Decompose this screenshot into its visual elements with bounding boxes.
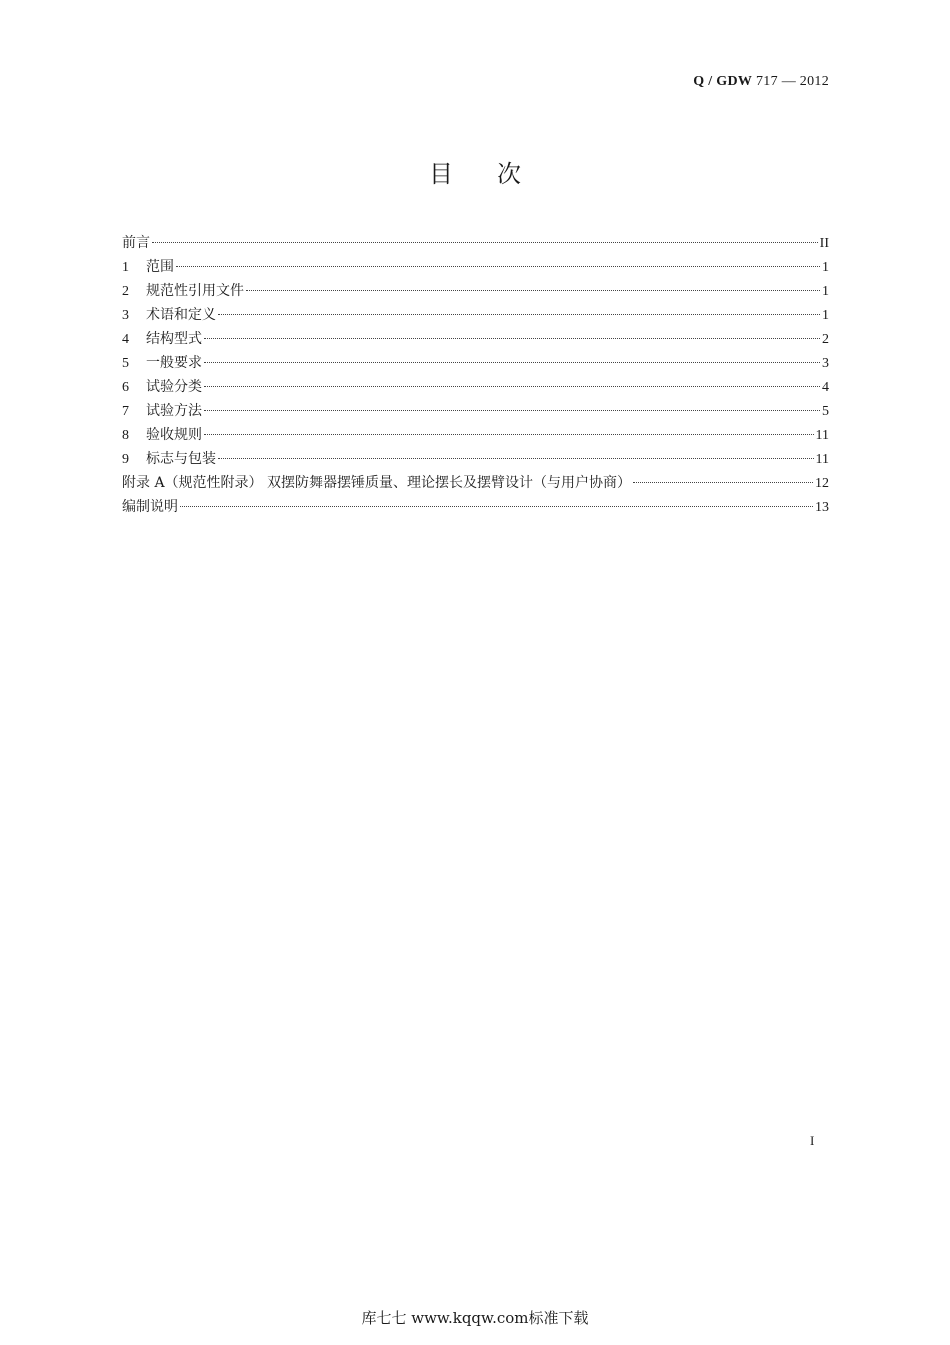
dot-leader xyxy=(218,458,814,459)
dot-leader xyxy=(204,410,820,411)
dot-leader xyxy=(246,290,820,291)
toc-page: 11 xyxy=(815,428,829,443)
toc-entry-test-classification[interactable] xyxy=(122,375,829,399)
toc-entry-test-methods[interactable] xyxy=(122,399,829,423)
toc-number: 8 xyxy=(122,428,129,443)
toc-label: 验收规则 xyxy=(146,427,202,443)
toc-number: 1 xyxy=(122,260,129,275)
dot-leader xyxy=(633,482,813,483)
toc-entry-appendix-a[interactable] xyxy=(122,471,829,495)
page-title: 目次 xyxy=(429,160,565,188)
toc-number: 5 xyxy=(122,356,129,371)
download-watermark-footer: 库七七 www.kqqw.com标准下载 xyxy=(361,1309,589,1327)
toc-label: 术语和定义 xyxy=(146,307,216,323)
toc-page: 1 xyxy=(822,260,829,275)
toc-number: 6 xyxy=(122,380,129,395)
toc-label: 编制说明 xyxy=(122,499,178,515)
toc-entry-scope[interactable] xyxy=(122,255,829,279)
toc-label: 范围 xyxy=(146,259,174,275)
dot-leader xyxy=(176,266,820,267)
toc-page: 11 xyxy=(815,452,829,467)
toc-entry-structure[interactable] xyxy=(122,327,829,351)
dot-leader xyxy=(204,362,820,363)
toc-page: 2 xyxy=(822,332,829,347)
standard-number: 717 — 2012 xyxy=(756,74,829,89)
toc-entry-normative-references[interactable] xyxy=(122,279,829,303)
standard-code: Q / GDW xyxy=(693,74,753,89)
toc-entry-general-requirements[interactable] xyxy=(122,351,829,375)
toc-page: 1 xyxy=(822,284,829,299)
toc-label: 规范性引用文件 xyxy=(146,283,244,299)
dot-leader xyxy=(204,434,814,435)
toc-page: 1 xyxy=(822,308,829,323)
toc-page: 5 xyxy=(822,404,829,419)
dot-leader xyxy=(218,314,820,315)
toc-entry-acceptance-rules[interactable] xyxy=(122,423,829,447)
toc-page: 12 xyxy=(815,476,829,491)
toc-number: 4 xyxy=(122,332,129,347)
toc-number: 3 xyxy=(122,308,129,323)
toc-page: 13 xyxy=(815,500,829,515)
page-number: I xyxy=(810,1133,815,1148)
toc-label: 一般要求 xyxy=(146,355,202,371)
table-of-contents xyxy=(122,231,829,519)
toc-number: 7 xyxy=(122,404,129,419)
toc-entry-compilation-notes[interactable] xyxy=(122,495,829,519)
toc-entry-preface[interactable] xyxy=(122,231,829,255)
toc-page: 3 xyxy=(822,356,829,371)
dot-leader xyxy=(204,386,820,387)
toc-number: 9 xyxy=(122,452,129,467)
dot-leader xyxy=(152,242,818,243)
toc-page: II xyxy=(819,236,829,251)
toc-label: 附录 A（规范性附录） 双摆防舞器摆锤质量、理论摆长及摆臂设计（与用户协商） xyxy=(122,475,632,491)
toc-entry-terms[interactable] xyxy=(122,303,829,327)
dot-leader xyxy=(204,338,820,339)
toc-number: 2 xyxy=(122,284,129,299)
toc-label: 标志与包装 xyxy=(146,451,216,467)
toc-label: 结构型式 xyxy=(146,331,202,347)
toc-entry-marking-packaging[interactable] xyxy=(122,447,829,471)
toc-page: 4 xyxy=(822,380,829,395)
dot-leader xyxy=(180,506,813,507)
toc-label: 试验方法 xyxy=(146,403,202,419)
toc-label: 前言 xyxy=(122,235,150,251)
document-code-header xyxy=(693,74,829,90)
toc-label: 试验分类 xyxy=(146,379,202,395)
